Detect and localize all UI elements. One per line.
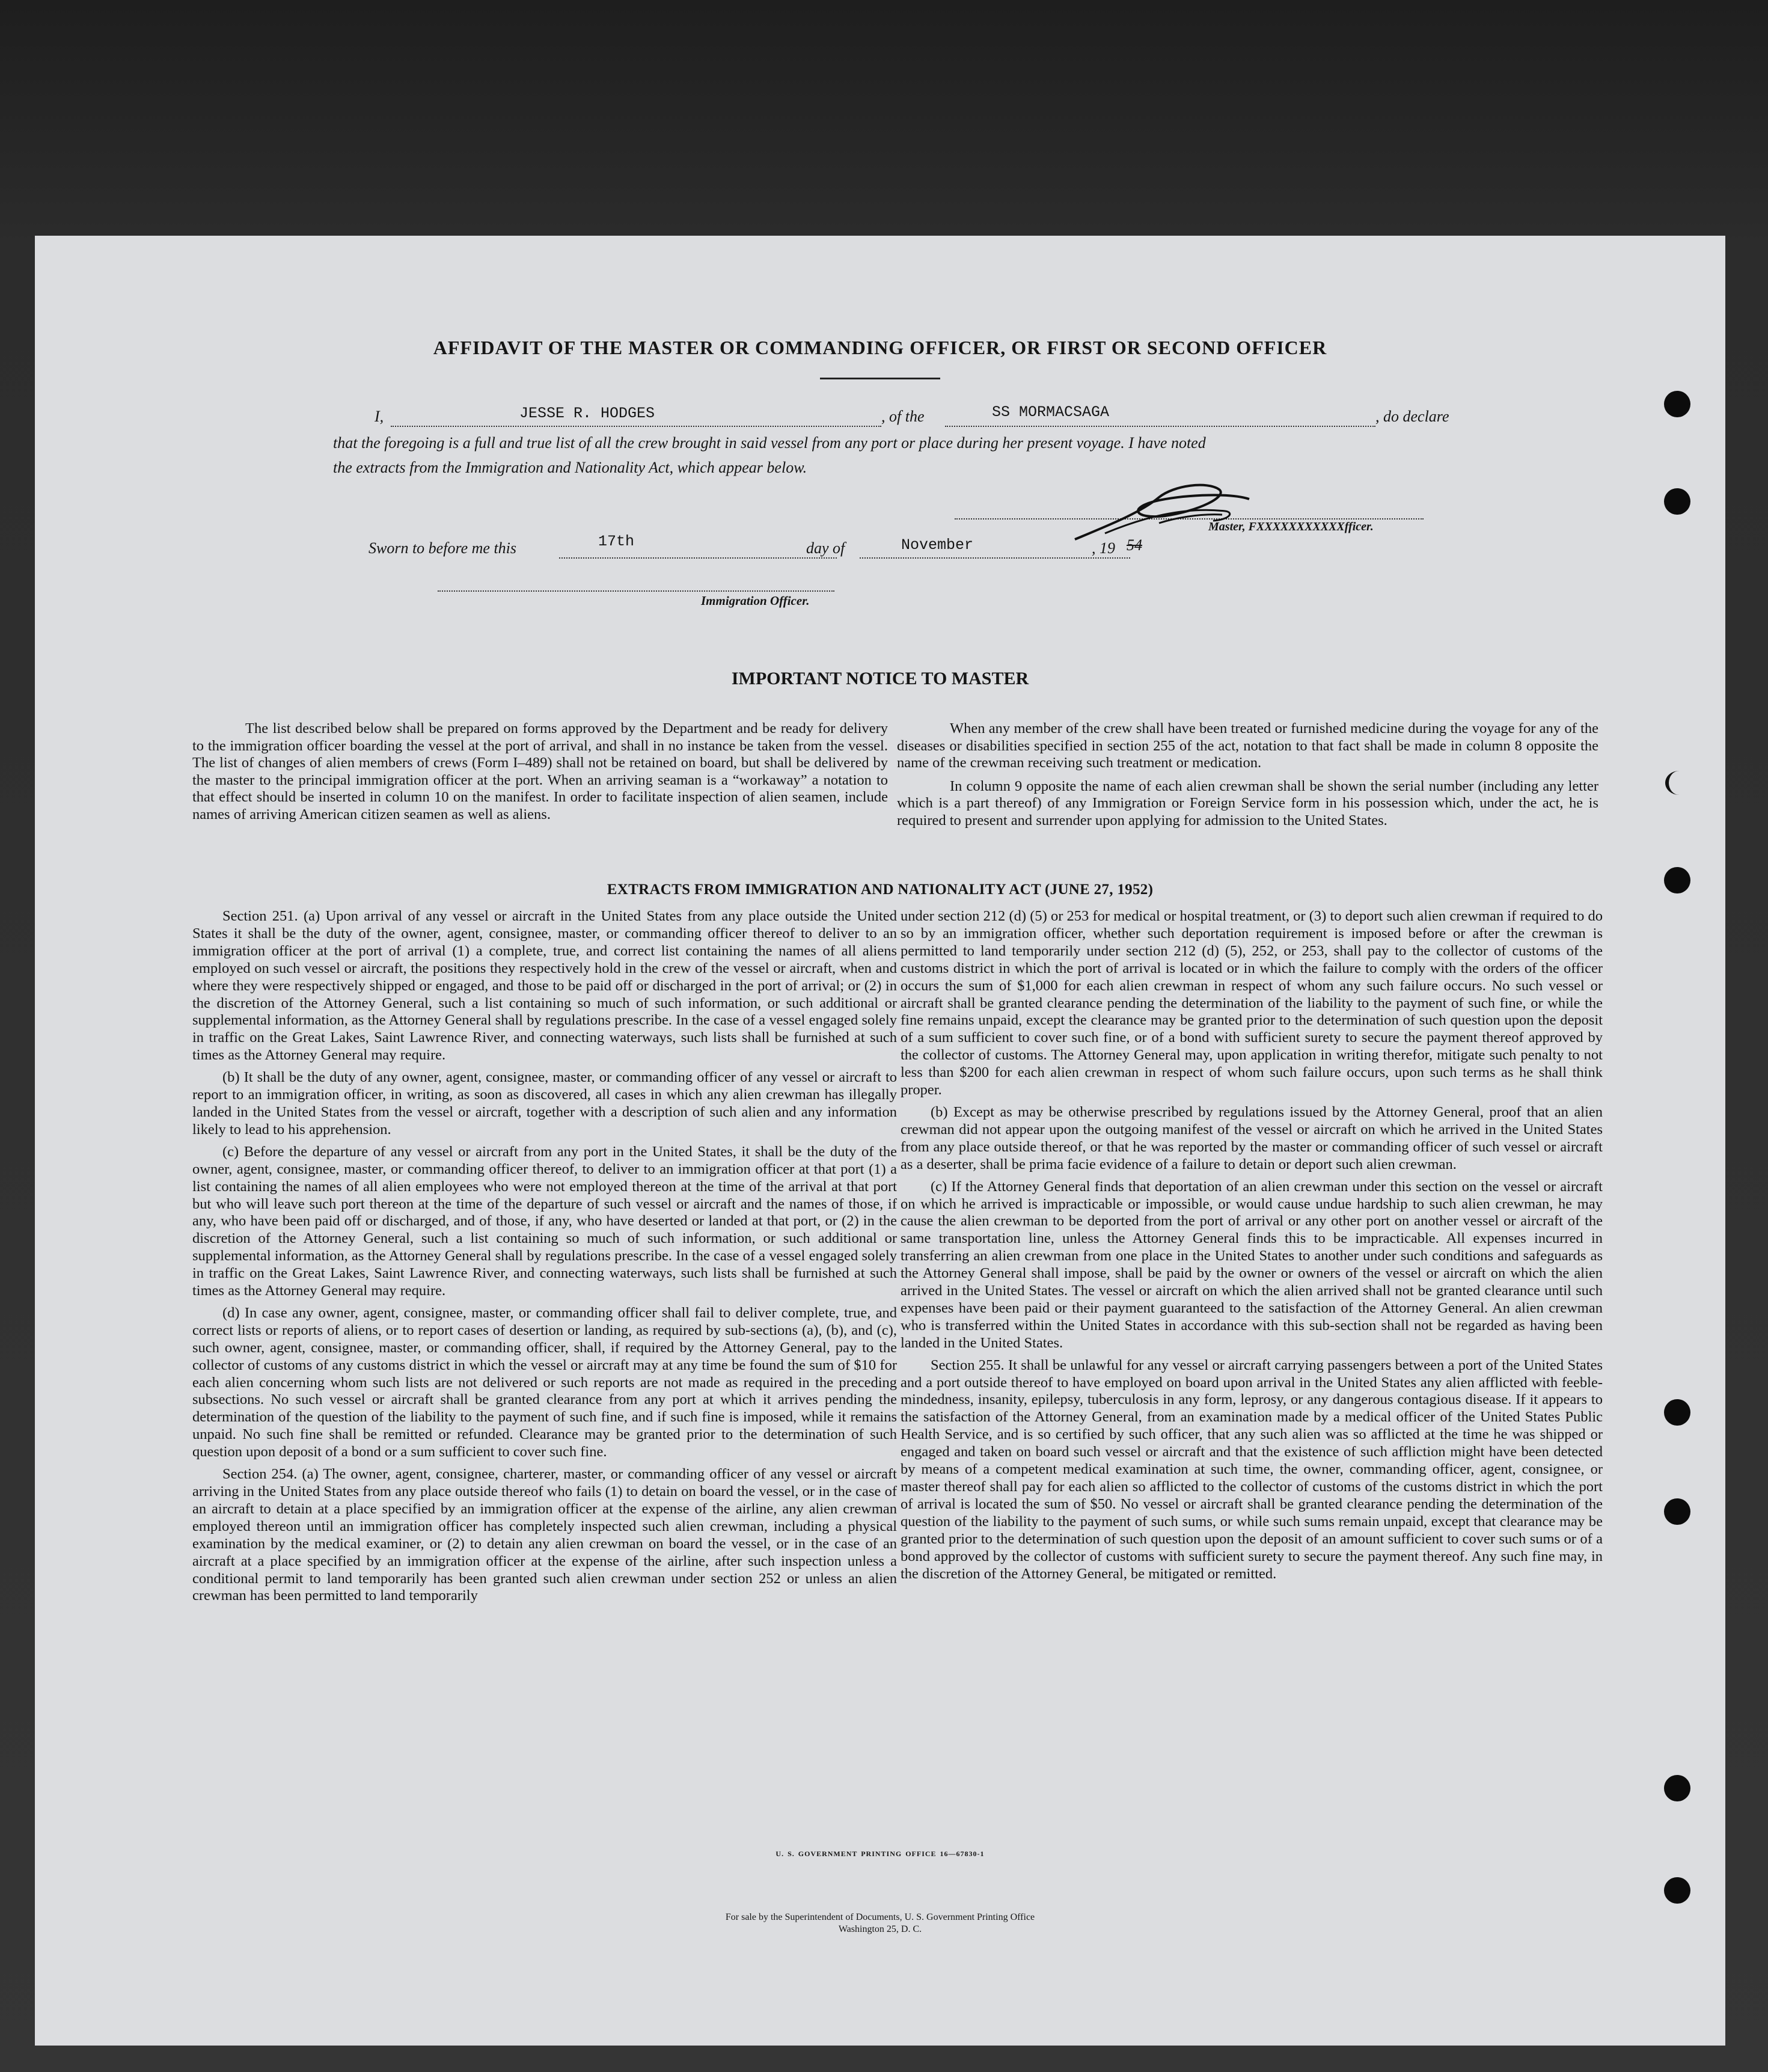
year-prefix-label: , 19 <box>1092 539 1115 557</box>
extracts-right-column <box>901 908 1603 1587</box>
section-254-c: (c) If the Attorney General finds that deportation of an alien crewman under this section on the vessel or aircraft on which he arrived is impracticable or impossible, or would cause undue hardship to such alien crewman, he may cause the alien crewman to be deported from the port of arrival or any other port on another vessel or aircraft of the same transportation line, unless the Attorney General finds this to be impracticable. All expenses incurred in transferring an alien crewman from one place in the United States to another under such conditions and safeguards as the Attorney General shall impose, shall be paid by the owner or owners of the vessel or aircraft on which the alien arrived in the United States. The vessel or aircraft on which the alien arrived shall not be granted clearance until such expenses have been paid or their payment guaranteed to the satisfaction of the Attorney General. An alien crewman who is transferred within the United States in accordance with this sub-section shall not be regarded as having been landed in the United States. <box>901 1178 1603 1351</box>
sale-line-2: Washington 25, D. C. <box>838 1924 922 1934</box>
notice-right-paragraph-2: In column 9 opposite the name of each alien crewman shall be shown the serial number (including any letter which is a part thereof) of any Immigration or Foreign Service form in his possession which, under the act, he is required to present and surrender upon applying for admission to the United States. <box>897 777 1598 829</box>
do-declare-label: , do declare <box>1375 408 1449 425</box>
vessel-name-line <box>945 426 1375 427</box>
year-value: 54 <box>1127 536 1142 554</box>
master-name-value: JESSE R. HODGES <box>519 405 655 422</box>
extracts-left-column <box>192 908 897 1610</box>
punch-hole <box>1664 1877 1690 1904</box>
section-254-a-continued: under section 212 (d) (5) or 253 for medical or hospital treatment, or (3) to deport such alien crewman if required to do so by an immigration officer, whether such deportation requirement is imposed before or after the crewman is permitted to land temporarily under section 212 (d) (5), 252, or 253, shall pay to the collector of customs of the customs district in which the port of arrival is located or in which the failure to comply with the orders of the officer occurs the sum of $1,000 for each alien crewman in respect of whom any such failure occurs. No such vessel or aircraft shall be granted clearance pending the determination of the liability to the payment of such fine, or while the fine remains unpaid, except the clearance may be granted prior to the determination of such question upon the deposit of a sum sufficient to cover such fine, or of a bond with sufficient surety to secure the payment thereof approved by the collector of customs. The Attorney General may, upon application in writing therefor, mitigate such penalty to not less than $200 for each alien crewman in respect of whom such failure occurs, upon such terms as he shall think proper. <box>901 908 1603 1099</box>
vessel-name-value: SS MORMACSAGA <box>992 403 1110 421</box>
extracts-heading: EXTRACTS FROM IMMIGRATION AND NATIONALITY ACT (JUNE 27, 1952) <box>607 881 1154 898</box>
title-rule <box>820 378 940 379</box>
section-251-a: Section 251. (a) Upon arrival of any vessel or aircraft in the United States from any place outside the United States it shall be the duty of the owner, agent, consignee, master, or commanding officer thereof to deliver to an immigration officer at the port of arrival (1) a complete, true, and correct list containing the names of all aliens employed on such vessel or aircraft, the positions they respectively hold in the crew of the vessel or aircraft, when and where they were respectively shipped or engaged, and those to be paid off or discharged in the port of arrival; or (2) in the discretion of the Attorney General, such a list containing so much of such information, or such additional or supplemental information, as the Attorney General shall by regulations prescribe. In the case of a vessel engaged solely in traffic on the Great Lakes, Saint Lawrence River, and connecting waterways, such lists shall be furnished at such times as the Attorney General may require. <box>192 908 897 1064</box>
punch-hole <box>1664 1775 1690 1801</box>
section-254-b: (b) Except as may be otherwise prescribed by regulations issued by the Attorney General, proof that an alien crewman did not appear upon the outgoing manifest of the vessel or aircraft on which he arrived in the United States from any place outside thereof, or that he was reported by the master or commanding officer of such vessel or aircraft as a deserter, shall be prima facie evidence of a failure to detain or deport such alien crewman. <box>901 1103 1603 1172</box>
torn-hole-mark <box>1665 771 1693 795</box>
document-page <box>35 236 1725 2046</box>
notice-left-column <box>192 720 888 824</box>
declaration-body-line-1: that the foregoing is a full and true list of all the crew brought in said vessel from any port or place during her present voyage. I have noted <box>333 434 1206 452</box>
sworn-label: Sworn to before me this <box>369 539 517 557</box>
section-251-b: (b) It shall be the duty of any owner, agent, consignee, master, or commanding officer of any vessel or aircraft to report to an immigration officer, in writing, as soon as discovered, all cases in which any alien crewman has illegally landed in the United States from the vessel or aircraft, together with a description of such alien and any information likely to lead to his apprehension. <box>192 1069 897 1138</box>
punch-hole <box>1664 391 1690 417</box>
declaration-body-line-2: the extracts from the Immigration and Nationality Act, which appear below. <box>333 459 807 476</box>
affidavit-title: AFFIDAVIT OF THE MASTER OR COMMANDING OFFICER, OR FIRST OR SECOND OFFICER <box>433 337 1327 358</box>
sale-line-1: For sale by the Superintendent of Documents, U. S. Government Printing Office <box>725 1912 1035 1922</box>
section-251-c: (c) Before the departure of any vessel or aircraft from any port in the United States, it shall be the duty of the owner, agent, consignee, master, or commanding officer thereof, to deliver to an immigration officer at that port (1) a list containing the names of all alien employees who were not employed thereon at the time of the arrival at that port but who will leave such port thereon at the time of the departure of such vessel or aircraft and the names of those, if any, who have been paid off or discharged, and of those, if any, who have deserted or landed at that port, or (2) in the discretion of the Attorney General, such a list containing so much of such information, or such additional or supplemental information, as the Attorney General shall by regulations prescribe. In the case of a vessel engaged solely in traffic on the Great Lakes, Saint Lawrence River, and connecting waterways, such lists shall be furnished at such times as the Attorney General may require. <box>192 1143 897 1299</box>
sworn-day-line <box>559 557 837 559</box>
sworn-month-value: November <box>901 536 974 554</box>
sworn-day-value: 17th <box>598 533 635 550</box>
of-the-label: , of the <box>881 408 925 425</box>
punch-hole <box>1664 488 1690 515</box>
handwritten-signature <box>1069 476 1261 548</box>
master-name-line <box>391 426 881 427</box>
sworn-month-line <box>860 557 1130 559</box>
gpo-print-line: U. S. GOVERNMENT PRINTING OFFICE 16—67830-1 <box>775 1850 985 1858</box>
declaration-i-label: I, <box>375 408 384 425</box>
section-254-a: Section 254. (a) The owner, agent, consignee, charterer, master, or commanding officer of any vessel or aircraft arriving in the United States from any place outside thereof who fails (1) to detain on board the vessel, or in the case of an aircraft to detain at a place specified by an immigration officer at the expense of the airline, any alien crewman employed thereon until an immigration officer has completely inspected such alien crewman, including a physical examination by the medical examiner, or (2) to detain any alien crewman on board the vessel, or in the case of an aircraft at a place specified by an immigration officer at the expense of the airline, after such inspection unless a conditional permit to land temporarily has been granted such alien crewman under section 252 or unless an alien crewman has been permitted to land temporarily <box>192 1466 897 1604</box>
punch-hole <box>1664 1498 1690 1525</box>
immigration-officer-signature-line <box>438 590 834 592</box>
section-255: Section 255. It shall be unlawful for any vessel or aircraft carrying passengers between a port of the United States and a port outside thereof to have employed on board upon arrival in the United States any alien afflicted with feeble-mindedness, insanity, epilepsy, tuberculosis in any form, leprosy, or any dangerous contagious disease. If it appears to the satisfaction of the Attorney General, from an examination made by a medical officer of the United States Public Health Service, and is so certified by such officer, that any such alien was so afflicted at the time he was shipped or engaged and taken on board such vessel or aircraft and that the existence of such affliction might have been detected by means of a competent medical examination at such time, the owner, commanding officer, agent, consignee, or master thereof shall pay for each alien so afflicted to the collector of customs of the customs district in which the port of arrival is located the sum of $50. No vessel or aircraft shall be granted clearance pending the determination of the question of the liability to the payment of such sums, or while such sums remain unpaid, except that clearance may be granted prior to the determination of such question upon the deposit of an amount sufficient to cover such sums or of a bond approved by the collector of customs with sufficient surety to secure the payment thereof. Any such fine may, in the discretion of the Attorney General, be mitigated or remitted. <box>901 1356 1603 1582</box>
notice-left-paragraph: The list described below shall be prepared on forms approved by the Department and be ready for delivery to the immigration officer boarding the vessel at the port of arrival, and shall in no instance be taken from the vessel. The list of changes of alien members of crews (Form I–489) shall not be retained on board, but shall be delivered by the master to the principal immigration officer at the port. When an arriving seaman is a “workaway” a notation to that effect should be inserted in column 10 on the manifest. In order to facilitate inspection of alien seamen, include names of arriving American citizen seamen as well as aliens. <box>192 720 888 823</box>
punch-hole <box>1664 1399 1690 1426</box>
day-of-label: day of <box>806 539 845 557</box>
notice-right-paragraph-1: When any member of the crew shall have been treated or furnished medicine during the voyage for any of the diseases or disabilities specified in section 255 of the act, notation to that fact shall be made in column 8 opposite the name of the crewman receiving such treatment or medication. <box>897 720 1598 771</box>
immigration-officer-caption: Immigration Officer. <box>701 593 810 608</box>
master-signature-caption: Master, FXXXXXXXXXXXfficer. <box>1208 520 1374 533</box>
section-251-d: (d) In case any owner, agent, consignee, master, or commanding officer shall fail to deliver complete, true, and correct lists or reports of aliens, or to report cases of desertion or landing, as required by sub-sections (a), (b), and (c), such owner, agent, consignee, master, or commanding officer, shall, if required by the Attorney General, pay to the collector of customs of any customs district in which the vessel or aircraft may at any time be found the sum of $10 for each alien concerning whom such lists are not delivered or such reports are not made as required in the preceding subsections. No such vessel or aircraft shall be granted clearance from any port at which it arrives pending the determination of the question of the liability to the payment of such fine, and if such fine is imposed, while it remains unpaid. No such fine shall be remitted or refunded. Clearance may be granted prior to the determination of such question upon deposit of a bond or a sum sufficient to cover such fine. <box>192 1304 897 1461</box>
notice-right-column <box>897 720 1598 830</box>
notice-heading: IMPORTANT NOTICE TO MASTER <box>731 669 1029 688</box>
